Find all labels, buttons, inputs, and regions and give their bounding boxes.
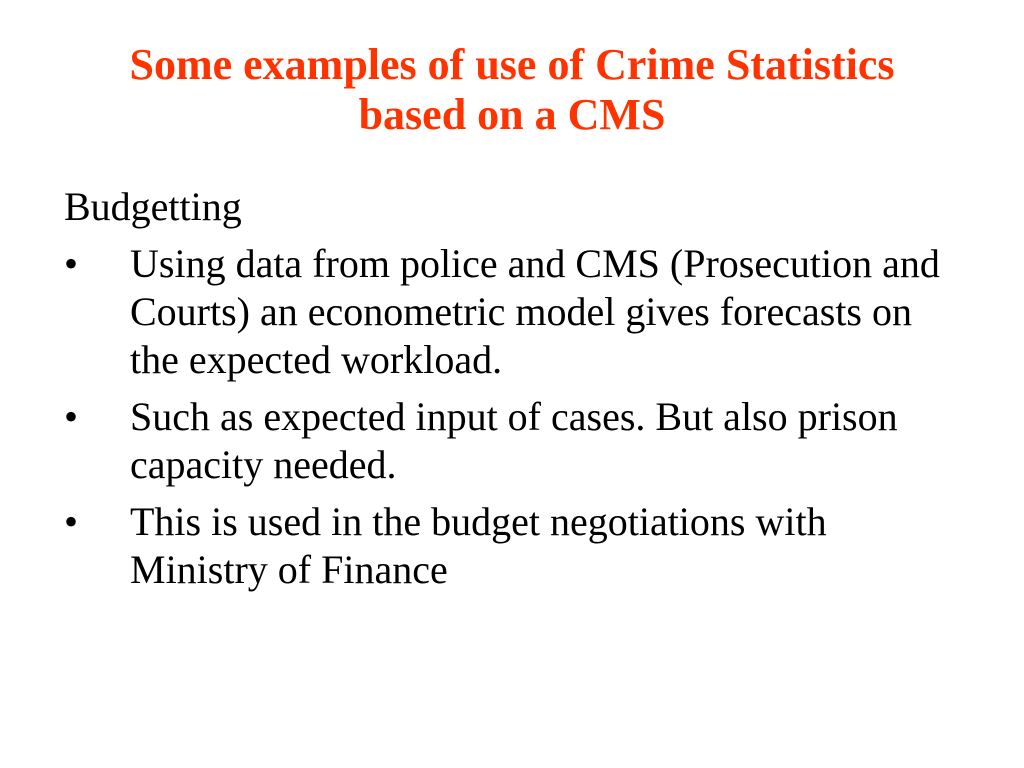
bullet-item	[64, 393, 964, 489]
slide-body	[64, 183, 964, 603]
slide-title	[40, 40, 984, 140]
bullet-list	[64, 240, 964, 594]
bullet-item	[64, 240, 964, 384]
bullet-icon: •	[64, 241, 79, 286]
slide-title-line-2: based on a CMS	[358, 90, 666, 139]
section-heading: Budgetting	[64, 184, 242, 229]
bullet-text: Using data from police and CMS (Prosecution and Courts) an econometric model gives forecasts on the expected workload.	[130, 241, 940, 382]
bullet-item	[64, 498, 964, 594]
bullet-text: This is used in the budget negotiations with Ministry of Finance	[130, 499, 827, 592]
slide-title-line-1: Some examples of use of Crime Statistics	[129, 40, 895, 89]
bullet-icon: •	[64, 394, 79, 439]
bullet-text: Such as expected input of cases. But also prison capacity needed.	[130, 394, 898, 487]
bullet-icon: •	[64, 499, 79, 544]
